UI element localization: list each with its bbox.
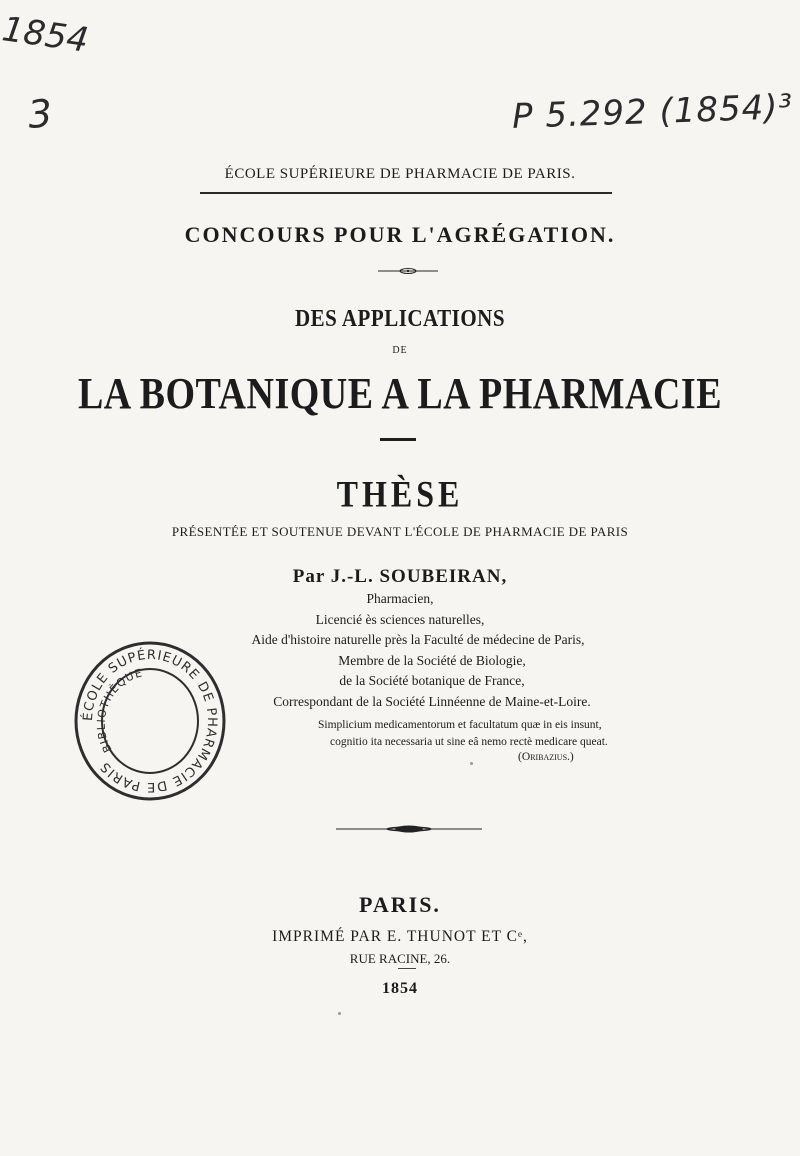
imprint-printer: IMPRIMÉ PAR E. THUNOT ET Cᵉ, <box>272 928 528 945</box>
title-line-1: DES APPLICATIONS <box>294 304 506 332</box>
ornament-divider <box>378 268 438 274</box>
epigraph-line-1: Simplicium medicamentorum et facultatum quæ in eis insunt, <box>318 719 602 731</box>
title-line-2: DE <box>392 345 408 356</box>
credential-line: Pharmacien, <box>366 591 434 606</box>
epigraph-line-2: cognitio ita necessaria ut sine eâ nemo rectè medicare queat. <box>330 736 608 748</box>
credential-line: Membre de la Société de Biologie, <box>338 653 526 668</box>
library-stamp <box>72 638 228 804</box>
paper-speck <box>470 762 473 765</box>
epigraph-source: (Oribazius.) <box>518 751 574 763</box>
main-title: LA BOTANIQUE A LA PHARMACIE <box>77 369 723 419</box>
header-rule <box>200 192 612 194</box>
handwritten-volume-note: 3 <box>26 91 55 137</box>
credential-line: Licencié ès sciences naturelles, <box>315 612 485 627</box>
imprint-city: PARIS. <box>359 892 441 917</box>
competition-title: CONCOURS POUR L'AGRÉGATION. <box>184 222 616 247</box>
imprint-address: RUE RACINE, 26. <box>349 951 451 966</box>
paper-speck <box>338 1012 341 1015</box>
thesis-heading: THÈSE <box>336 473 464 515</box>
imprint-rule <box>398 968 416 969</box>
ornament-divider-2 <box>336 824 482 834</box>
credential-line: Aide d'histoire naturelle près la Faculté de médecine de Paris, <box>251 632 585 647</box>
imprint-year: 1854 <box>382 980 418 997</box>
stamp-outer-text: ÉCOLE SUPÉRIEURE DE PHARMACIE DE PARIS <box>80 647 220 795</box>
school-name: ÉCOLE SUPÉRIEURE DE PHARMACIE DE PARIS. <box>224 166 576 182</box>
credential-line: de la Société botanique de France, <box>339 673 525 688</box>
handwritten-year-note: 1854 <box>0 9 91 61</box>
thesis-subtitle: PRÉSENTÉE ET SOUTENUE DEVANT L'ÉCOLE DE PHARMACIE DE PARIS <box>171 524 629 539</box>
title-rule <box>380 438 416 441</box>
author-byline: Par J.-L. SOUBEIRAN, <box>292 566 508 587</box>
credential-line: Correspondant de la Société Linnéenne de Maine-et-Loire. <box>273 694 591 709</box>
handwritten-shelfmark: P 5.292 (1854)³ <box>511 87 794 137</box>
stamp-inner-text: BIBLIOTHÈQUE <box>94 666 145 755</box>
